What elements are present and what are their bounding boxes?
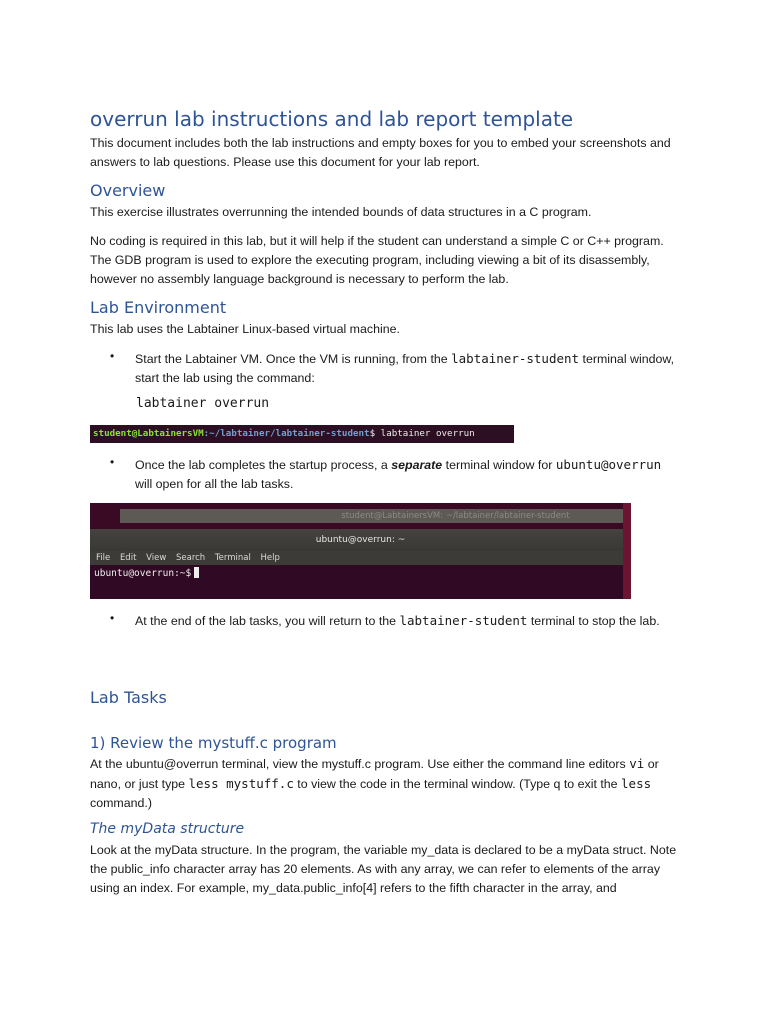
menu-view: View <box>146 553 167 563</box>
bullet-text: Start the Labtainer VM. Once the VM is running, from the <box>135 352 452 366</box>
mydata-structure-paragraph: Look at the myData structure. In the program, the variable my_data is declared to be a myData struct. Note the public_info character array has 20 elements. As with any array, we can refer to elements of the array using an index. For example, my_data.public_info[4] refers to the fifth character in the array, and <box>90 843 677 896</box>
cursor-icon <box>194 567 199 578</box>
paragraph-text: to view the code in the terminal window. (Type q to exit the <box>293 777 622 792</box>
background-window-titlebar <box>120 509 631 523</box>
lab-environment-paragraph: This lab uses the Labtainer Linux-based virtual machine. <box>90 322 400 336</box>
paragraph-text: or nano, or just type <box>90 757 659 792</box>
bullet-end-of-tasks <box>135 611 675 631</box>
terminal-path: :~/labtainer/labtainer-student <box>203 428 370 439</box>
review-program-heading: 1) Review the mystuff.c program <box>90 734 337 752</box>
paragraph-text: At the ubuntu@overrun terminal, view the mystuff.c program. Use either the command line editors <box>90 757 630 771</box>
overview-heading: Overview <box>90 181 166 200</box>
bullet-icon: • <box>110 455 115 469</box>
terminal-menubar <box>90 551 631 565</box>
terminal-command-screenshot <box>90 425 514 443</box>
bullet-start-vm <box>135 349 675 388</box>
page-title: overrun lab instructions and lab report template <box>90 107 574 131</box>
menu-file: File <box>96 553 111 563</box>
window-edge <box>623 503 631 599</box>
mydata-structure-heading: The myData structure <box>90 821 245 837</box>
terminal-prompt <box>94 567 199 579</box>
terminal-command: $ labtainer overrun <box>369 428 475 439</box>
lab-tasks-heading: Lab Tasks <box>90 688 167 707</box>
emphasis-text: separate <box>391 458 443 472</box>
intro-paragraph: This document includes both the lab instructions and empty boxes for you to embed your screenshots and answers to lab questions. Please use this document for your lab report. <box>90 136 671 170</box>
overview-paragraph-1: This exercise illustrates overrunning the intended bounds of data structures in a C program. <box>90 205 592 219</box>
menu-terminal: Terminal <box>214 553 251 563</box>
overview-paragraph-2: No coding is required in this lab, but it will help if the student can understand a simple C or C++ program. The GDB program is used to explore the executing program, including viewing a bit of its disassembly, however no assembly language background is necessary to perform the lab. <box>90 234 664 287</box>
terminal-body <box>90 565 631 599</box>
terminal-window-screenshot <box>90 503 631 599</box>
prompt-text: ubuntu@overrun:~$ <box>94 568 192 579</box>
inline-code: labtainer-student <box>451 351 580 366</box>
bullet-icon: • <box>110 611 115 625</box>
paragraph-text: command.) <box>90 796 152 811</box>
bullet-icon: • <box>110 349 115 363</box>
bullet-text: At the end of the lab tasks, you will return to the <box>135 614 400 628</box>
inline-code: less <box>621 776 652 792</box>
bullet-text: terminal to stop the lab. <box>527 614 660 628</box>
bullet-startup-process <box>135 455 675 494</box>
review-program-paragraph <box>90 754 682 814</box>
menu-search: Search <box>175 553 206 563</box>
command-line: labtainer overrun <box>136 396 270 411</box>
menu-help: Help <box>260 553 280 563</box>
bullet-text: will open for all the lab tasks. <box>135 477 294 492</box>
terminal-user-host: student@LabtainersVM <box>93 428 204 439</box>
bullet-text: terminal window, start the lab using the command: <box>135 352 675 386</box>
lab-environment-heading: Lab Environment <box>90 298 227 317</box>
bullet-text: terminal window for <box>442 458 556 472</box>
bullet-text: Once the lab completes the startup process, a <box>135 458 392 472</box>
inline-code: less mystuff.c <box>188 776 294 792</box>
inline-code: ubuntu@overrun <box>555 457 662 472</box>
terminal-titlebar: ubuntu@overrun: ~ <box>90 529 631 551</box>
background-window-title: student@LabtainersVM: ~/labtainer/labtainer-student <box>341 511 570 521</box>
menu-edit: Edit <box>119 553 137 563</box>
inline-code: labtainer-student <box>399 613 528 628</box>
inline-code: vi <box>629 756 645 771</box>
